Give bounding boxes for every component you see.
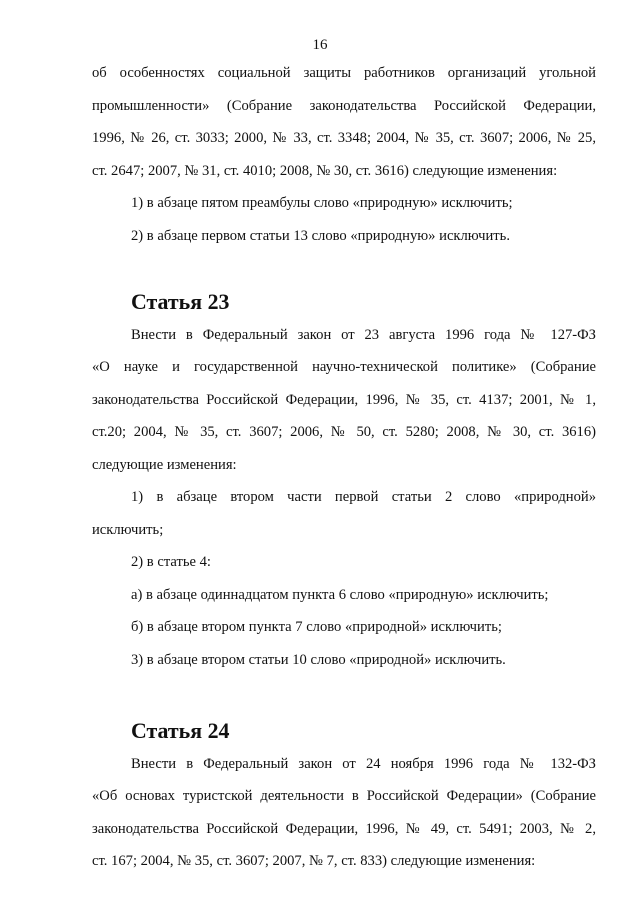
- intro-paragraph: [92, 57, 596, 187]
- article-23-item-2b: б) в абзаце втором пункта 7 слово «природной» исключить;: [131, 619, 502, 635]
- article-23-heading: Статья 23: [131, 289, 230, 314]
- article-23-lead-line-1: Внести в Федеральный закон от 23 августа 1996 года № 127-ФЗ: [131, 326, 596, 343]
- article-23-lead-line-3: законодательства Российской Федерации, 1996, № 35, ст. 4137; 2001, № 1,: [92, 391, 596, 408]
- intro-item-1: 1) в абзаце пятом преамбулы слово «природную» исключить;: [131, 195, 513, 211]
- article-24-lead: [92, 748, 596, 878]
- article-24-lead-line-1: Внести в Федеральный закон от 24 ноября 1996 года № 132-ФЗ: [131, 755, 596, 772]
- article-24-lead-line-3: законодательства Российской Федерации, 1996, № 49, ст. 5491; 2003, № 2,: [92, 820, 596, 837]
- article-23-item-3: 3) в абзаце втором статьи 10 слово «природной» исключить.: [131, 651, 506, 668]
- article-23-lead: [92, 319, 596, 482]
- intro-line-1: об особенностях социальной защиты работников организаций угольной: [92, 65, 596, 81]
- article-24-heading: Статья 24: [131, 718, 230, 743]
- article-23-lead-line-4: ст.20; 2004, № 35, ст. 3607; 2006, № 50, ст. 5280; 2008, № 30, ст. 3616): [92, 424, 596, 440]
- article-24-lead-line-2: «Об основах туристской деятельности в Российской Федерации» (Собрание: [92, 788, 596, 804]
- intro-line-4: ст. 2647; 2007, № 31, ст. 4010; 2008, № 30, ст. 3616) следующие изменения:: [92, 162, 558, 179]
- article-23-item-2: 2) в статье 4:: [131, 554, 211, 570]
- page-number: 16: [312, 37, 328, 53]
- article-23-item-1: [92, 481, 596, 546]
- article-24-lead-line-4: ст. 167; 2004, № 35, ст. 3607; 2007, № 7, ст. 833) следующие изменения:: [92, 853, 536, 869]
- article-23-item-1-line-1: 1) в абзаце втором части первой статьи 2 слово «природной»: [131, 489, 596, 505]
- intro-line-3: 1996, № 26, ст. 3033; 2000, № 33, ст. 3348; 2004, № 35, ст. 3607; 2006, № 25,: [92, 130, 596, 146]
- article-23-item-1-line-2: исключить;: [92, 521, 164, 538]
- article-23-item-2a: а) в абзаце одиннадцатом пункта 6 слово «природную» исключить;: [131, 586, 549, 603]
- intro-item-2: 2) в абзаце первом статьи 13 слово «природную» исключить.: [131, 227, 510, 244]
- article-23-lead-line-5: следующие изменения:: [92, 456, 237, 473]
- section-spacer: [92, 676, 596, 715]
- article-23-lead-line-2: «О науке и государственной научно-технической политике» (Собрание: [92, 359, 596, 375]
- intro-line-2: промышленности» (Собрание законодательства Российской Федерации,: [92, 97, 596, 114]
- section-spacer: [92, 252, 596, 286]
- document-body: [92, 57, 596, 878]
